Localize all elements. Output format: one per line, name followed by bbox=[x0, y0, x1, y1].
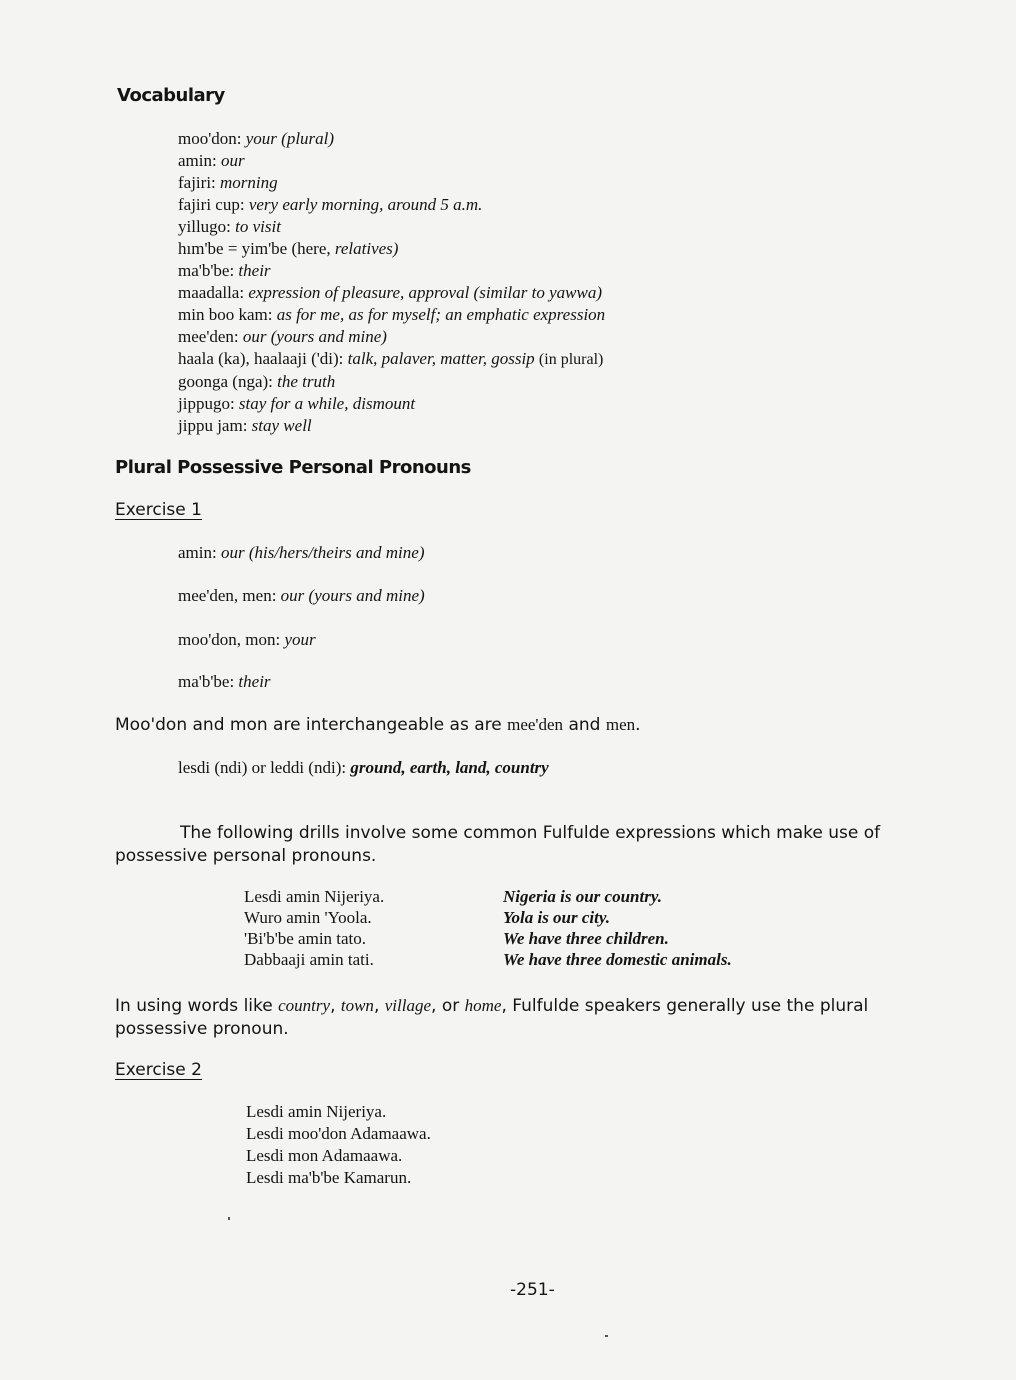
list-item bbox=[178, 216, 605, 238]
note-word: mee'den bbox=[507, 715, 564, 734]
land-term: lesdi (ndi) or leddi (ndi): bbox=[178, 758, 347, 777]
vocab-gloss: our bbox=[220, 151, 245, 170]
list-item bbox=[178, 150, 605, 172]
vocab-term: moo'don: bbox=[178, 129, 242, 148]
pronoun-term: ma'b'be: bbox=[178, 672, 235, 691]
list-item bbox=[178, 326, 605, 348]
drill-fulfulde: Lesdi amin Nijeriya. bbox=[244, 887, 385, 906]
usage-word: village bbox=[384, 996, 432, 1015]
list-item bbox=[178, 393, 605, 415]
note-word: men bbox=[605, 715, 636, 734]
vocab-term: haala (ka), haalaaji ('di): bbox=[178, 349, 344, 368]
pronoun-term: amin: bbox=[178, 543, 217, 562]
pronoun-gloss: our (his/hers/theirs and mine) bbox=[220, 543, 425, 562]
usage-word: town bbox=[340, 996, 374, 1015]
exercise-2-line: Lesdi amin Nijeriya. bbox=[246, 1102, 387, 1121]
drill-english: Yola is our city. bbox=[503, 908, 611, 927]
vocab-term: amin: bbox=[178, 151, 217, 170]
vocab-gloss: your (plural) bbox=[245, 129, 335, 148]
vocab-term: hım'be bbox=[178, 239, 224, 258]
drill-english: Nigeria is our country. bbox=[503, 887, 663, 906]
note-text: . bbox=[635, 715, 641, 735]
vocab-gloss: talk, palaver, matter, gossip bbox=[347, 349, 535, 368]
usage-text: , bbox=[373, 996, 385, 1016]
note-text: and bbox=[563, 715, 606, 735]
list-item bbox=[178, 415, 605, 437]
vocab-gloss: relatives) bbox=[334, 239, 399, 258]
drill-fulfulde-column bbox=[244, 886, 384, 970]
vocab-term: fajiri cup: bbox=[178, 195, 245, 214]
land-term-row bbox=[178, 758, 549, 778]
vocab-note: (in plural) bbox=[538, 351, 604, 368]
scan-speck bbox=[605, 1335, 608, 1337]
vocab-gloss: stay for a while, dismount bbox=[238, 394, 416, 413]
scan-speck bbox=[228, 1217, 230, 1220]
drill-fulfulde: 'Bi'b'be amin tato. bbox=[244, 929, 367, 948]
vocabulary-heading: Vocabulary bbox=[117, 85, 225, 106]
drill-fulfulde: Dabbaaji amin tati. bbox=[244, 950, 374, 969]
exercise-1-label: Exercise 1 bbox=[115, 500, 202, 520]
note-text: Moo'don and mon are interchangeable as are bbox=[115, 715, 508, 735]
usage-note bbox=[115, 994, 945, 1041]
pronoun-row bbox=[178, 586, 425, 606]
usage-text: , Fulfulde speakers generally use the plural possessive pronoun. bbox=[115, 996, 869, 1039]
list-item bbox=[178, 172, 605, 194]
vocabulary-list bbox=[178, 128, 605, 437]
pronoun-row bbox=[178, 630, 316, 650]
vocab-term: fajiri: bbox=[178, 173, 216, 192]
drills-intro: The following drills involve some common Fulfulde expressions which make use of possessive personal pronouns. bbox=[115, 823, 881, 866]
vocab-term: maadalla: bbox=[178, 283, 245, 302]
vocab-term: jippugo: bbox=[178, 394, 235, 413]
interchange-note bbox=[115, 715, 641, 735]
list-item bbox=[178, 282, 605, 304]
vocab-term: mee'den: bbox=[178, 327, 239, 346]
usage-text: , or bbox=[431, 996, 465, 1016]
usage-word: country bbox=[278, 996, 331, 1015]
vocab-term: yillugo: bbox=[178, 217, 231, 236]
vocab-note: = yim'be (here, bbox=[227, 239, 331, 258]
vocab-gloss: our (yours and mine) bbox=[242, 327, 387, 346]
vocab-term: goonga (nga): bbox=[178, 372, 273, 391]
vocab-gloss: as for me, as for myself; an emphatic expression bbox=[276, 305, 606, 324]
exercise-2-line: Lesdi ma'b'be Kamarun. bbox=[246, 1168, 412, 1187]
vocab-term: min boo kam: bbox=[178, 305, 273, 324]
usage-word: home bbox=[464, 996, 502, 1015]
pronoun-row bbox=[178, 543, 425, 563]
pronoun-row bbox=[178, 672, 271, 692]
list-item bbox=[178, 238, 605, 260]
list-item bbox=[178, 348, 605, 371]
section-heading: Plural Possessive Personal Pronouns bbox=[115, 457, 471, 478]
vocab-gloss: their bbox=[238, 261, 271, 280]
pronoun-gloss: our (yours and mine) bbox=[280, 586, 425, 605]
pronoun-term: moo'don, mon: bbox=[178, 630, 281, 649]
vocab-gloss: the truth bbox=[277, 372, 336, 391]
pronoun-gloss: your bbox=[284, 630, 316, 649]
list-item bbox=[178, 304, 605, 326]
drill-fulfulde: Wuro amin 'Yoola. bbox=[244, 908, 372, 927]
usage-text: , bbox=[330, 996, 341, 1016]
drill-english: We have three children. bbox=[503, 929, 669, 948]
drill-english-column bbox=[503, 886, 732, 970]
page-number: -251- bbox=[510, 1280, 555, 1300]
vocab-gloss: morning bbox=[220, 173, 278, 192]
drill-english: We have three domestic animals. bbox=[503, 950, 732, 969]
vocab-gloss: expression of pleasure, approval (similar to yawwa) bbox=[248, 283, 602, 302]
vocab-term: jippu jam: bbox=[178, 416, 248, 435]
exercise-2-line: Lesdi mon Adamaawa. bbox=[246, 1146, 403, 1165]
list-item bbox=[178, 128, 605, 150]
exercise-2-lines bbox=[246, 1101, 431, 1189]
usage-text: In using words like bbox=[115, 996, 279, 1016]
pronoun-gloss: their bbox=[238, 672, 271, 691]
exercise-2-line: Lesdi moo'don Adamaawa. bbox=[246, 1124, 431, 1143]
list-item bbox=[178, 260, 605, 282]
pronoun-term: mee'den, men: bbox=[178, 586, 277, 605]
vocab-gloss: stay well bbox=[251, 416, 312, 435]
list-item bbox=[178, 194, 605, 216]
vocab-term: ma'b'be: bbox=[178, 261, 235, 280]
vocab-gloss: to visit bbox=[235, 217, 281, 236]
exercise-2-label: Exercise 2 bbox=[115, 1060, 202, 1080]
vocab-gloss: very early morning, around 5 a.m. bbox=[248, 195, 483, 214]
list-item bbox=[178, 371, 605, 393]
land-gloss: ground, earth, land, country bbox=[350, 758, 549, 777]
